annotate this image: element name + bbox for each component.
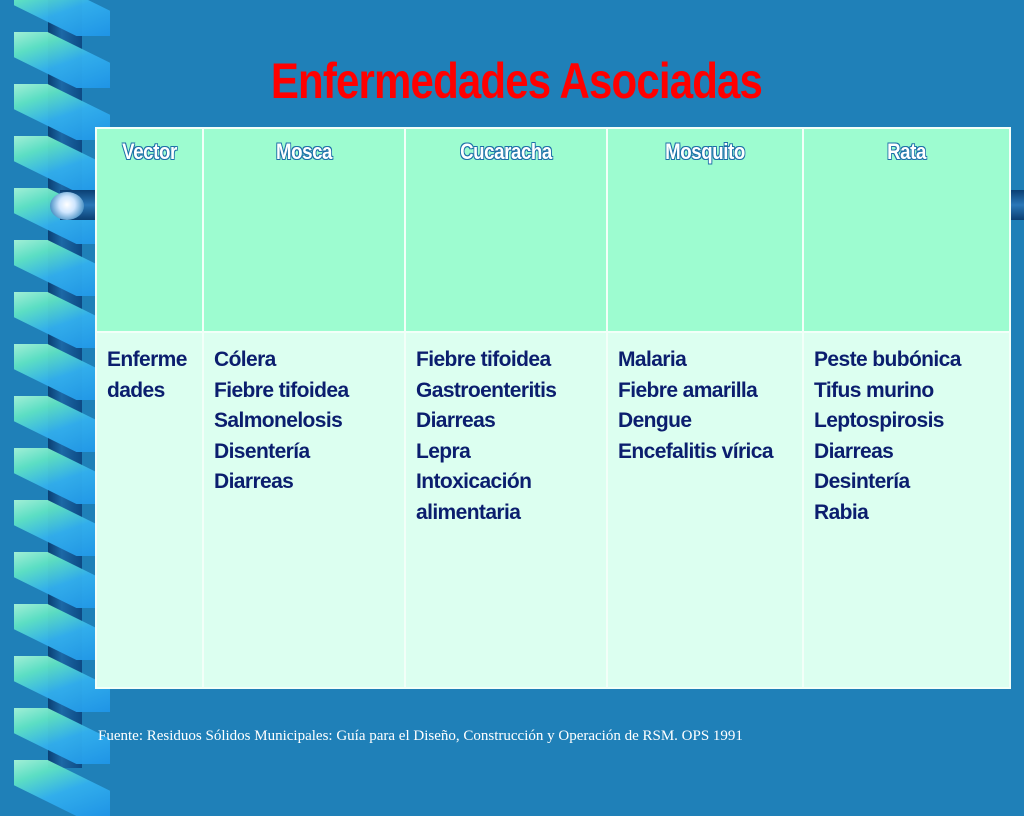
disease-list-rata xyxy=(804,333,1009,528)
disease-item: Intoxicación xyxy=(416,470,532,493)
disease-list-mosquito xyxy=(608,333,802,467)
table-cell xyxy=(803,332,1010,688)
disease-list-mosca xyxy=(204,333,404,498)
disease-item: Fiebre tifoidea xyxy=(214,378,349,402)
disease-item: Malaria xyxy=(618,348,687,371)
header-cell xyxy=(405,128,607,332)
disease-item: Cólera xyxy=(214,348,276,371)
disease-item: Diarreas xyxy=(214,470,294,493)
table-cell xyxy=(203,332,405,688)
disease-item: Desintería xyxy=(814,470,910,493)
row-label-line: dades xyxy=(107,378,165,402)
header-mosca: Mosca xyxy=(275,139,333,164)
disease-item: Diarreas xyxy=(416,409,496,432)
header-mosquito: Mosquito xyxy=(665,139,745,164)
disease-item: Gastroenteritis xyxy=(416,378,557,402)
header-cucaracha: Cucaracha xyxy=(460,139,552,164)
source-footnote: Fuente: Residuos Sólidos Municipales: Guía para el Diseño, Construcción y Operación de RSM. OPS 1991 xyxy=(98,728,743,744)
header-rata: Rata xyxy=(887,139,926,164)
decorative-ribbon xyxy=(14,760,110,816)
disease-item: alimentaria xyxy=(416,500,521,524)
disease-item: Diarreas xyxy=(814,439,894,463)
disease-item: Leptospirosis xyxy=(814,409,944,432)
slide-title: Enfermedades Asociadas xyxy=(270,53,763,109)
disease-item: Salmonelosis xyxy=(214,409,343,432)
table-cell xyxy=(607,332,803,688)
disease-item: Dengue xyxy=(618,409,692,432)
header-cell xyxy=(96,128,203,332)
disease-item: Peste bubónica xyxy=(814,348,961,371)
header-cell xyxy=(607,128,803,332)
diseases-table xyxy=(95,127,1011,689)
disease-item: Disentería xyxy=(214,439,310,463)
header-cell xyxy=(203,128,405,332)
disease-item: Rabia xyxy=(814,500,869,524)
disease-item: Fiebre amarilla xyxy=(618,378,758,402)
disease-list-cucaracha xyxy=(406,333,606,528)
row-label-line: Enferme xyxy=(107,348,187,371)
table-cell xyxy=(405,332,607,688)
disease-item: Lepra xyxy=(416,439,471,463)
disease-item: Tifus murino xyxy=(814,378,934,402)
decorative-knob xyxy=(50,192,84,220)
table-header-row xyxy=(96,128,1010,332)
disease-item: Encefalitis vírica xyxy=(618,439,773,463)
table-body-row xyxy=(96,332,1010,688)
row-label xyxy=(97,333,202,406)
row-label-cell xyxy=(96,332,203,688)
header-cell xyxy=(803,128,1010,332)
decorative-ribbon xyxy=(14,708,110,764)
header-vector: Vector xyxy=(122,139,177,164)
disease-item: Fiebre tifoidea xyxy=(416,348,551,371)
